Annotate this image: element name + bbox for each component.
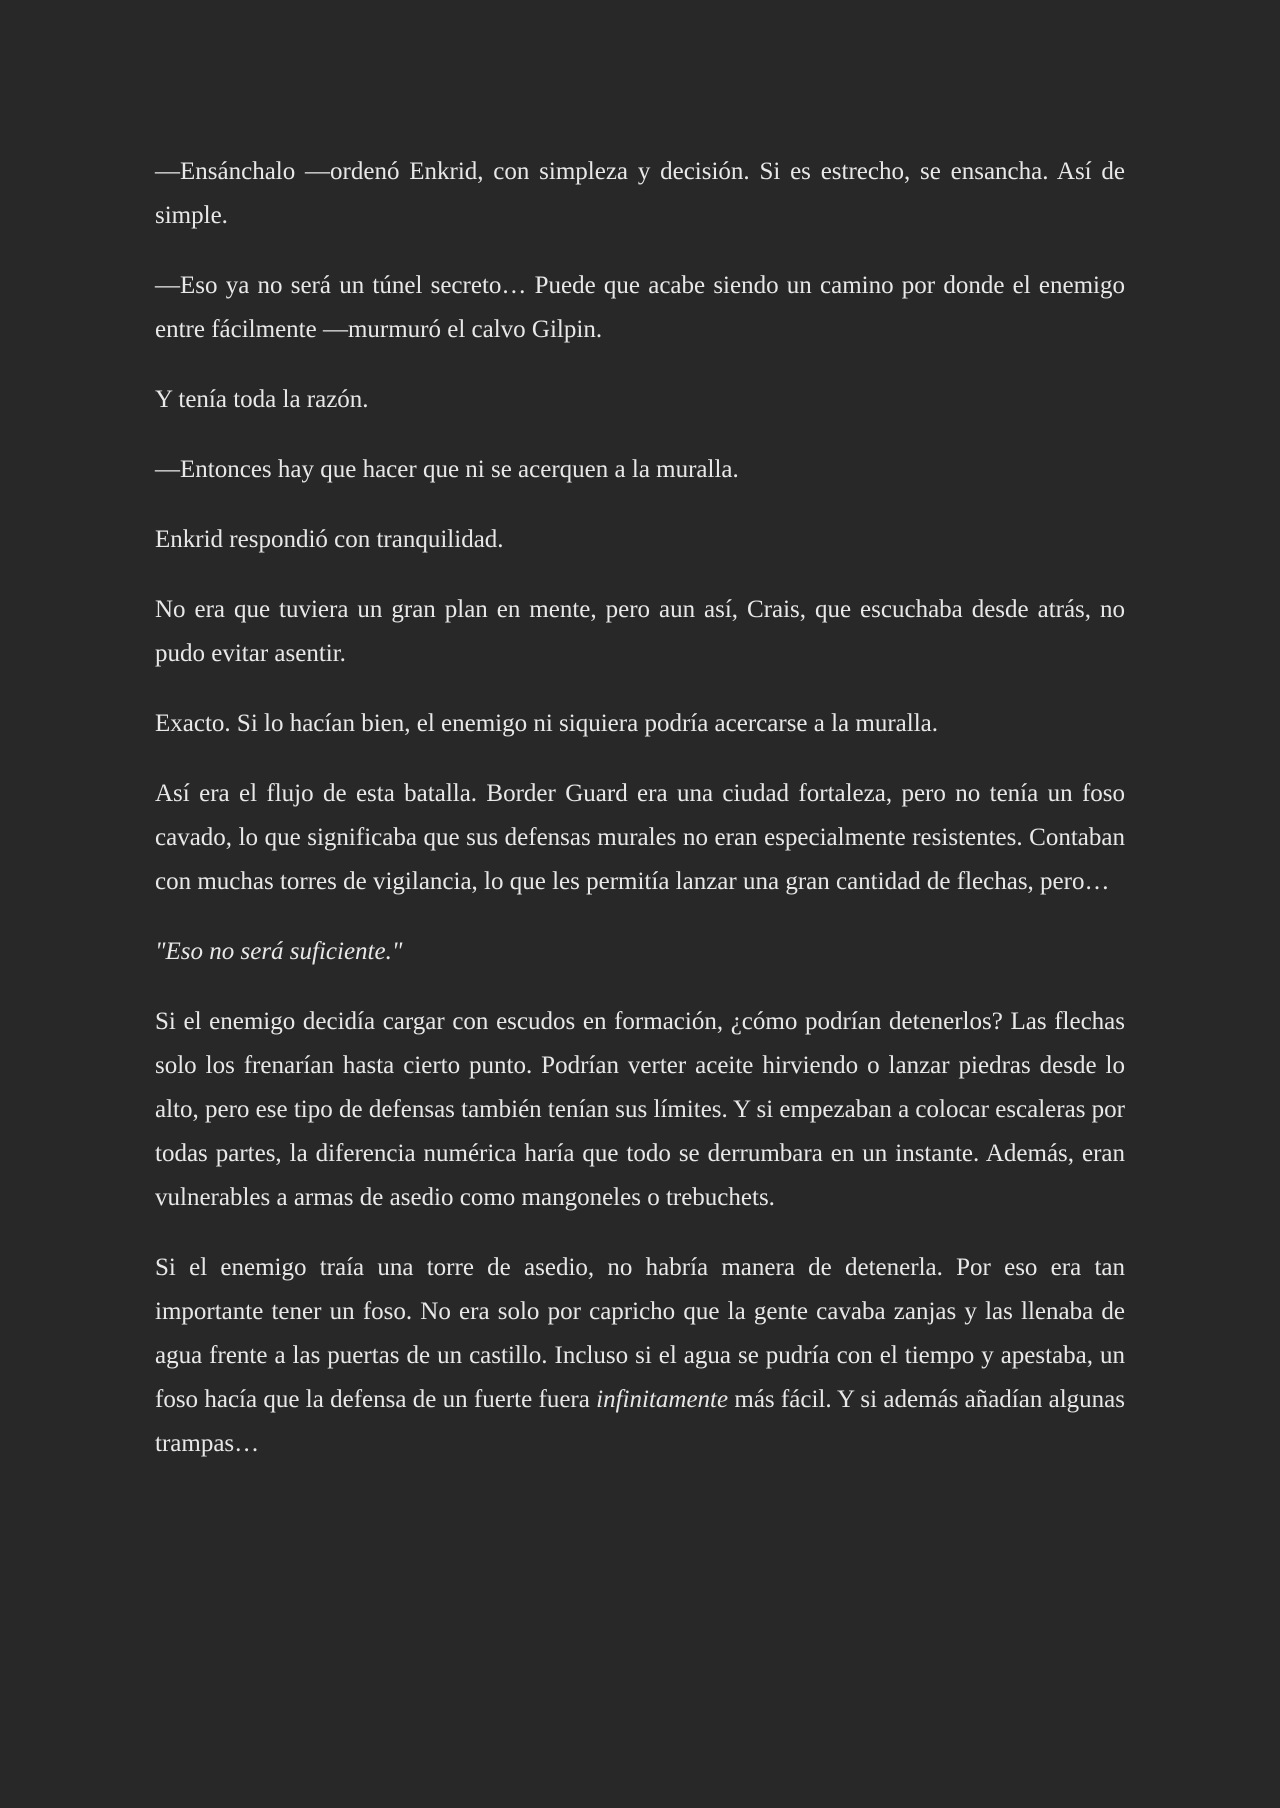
paragraph: —Eso ya no será un túnel secreto… Puede que acabe siendo un camino por donde el enemigo entre fácilmente —murmuró el calvo Gilpin. xyxy=(155,272,1125,343)
paragraph: Exacto. Si lo hacían bien, el enemigo ni siquiera podría acercarse a la muralla. xyxy=(155,710,939,737)
paragraph: —Ensánchalo —ordenó Enkrid, con simpleza y decisión. Si es estrecho, se ensancha. Así de simple. xyxy=(155,158,1125,229)
paragraph xyxy=(155,1246,1125,1466)
paragraph: —Entonces hay que hacer que ni se acerquen a la muralla. xyxy=(155,456,739,483)
thought-paragraph xyxy=(155,930,1125,974)
thought-text: "Eso no será suficiente." xyxy=(155,938,403,965)
paragraph-text-after: más fácil. Y si además añadían algunas trampas… xyxy=(155,1386,1126,1457)
paragraph: Así era el flujo de esta batalla. Border Guard era una ciudad fortaleza, pero no tenía un foso cavado, lo que significaba que sus defensas murales no eran especialmente resistentes. Contaban con muchas torres de vigilancia, lo que les permitía lanzar una gran cantidad de flechas, pero… xyxy=(155,780,1125,895)
paragraph-text-before: Si el enemigo traía una torre de asedio, no habría manera de detenerla. Por eso era tan importante tener un foso. No era solo por capricho que la gente cavaba zanjas y las llenaba de agua frente a las puertas de un castillo. Incluso si el agua se pudría con el tiempo y apestaba, un foso hacía que la defensa de un fuerte fuera xyxy=(155,1254,1125,1413)
paragraph: Enkrid respondió con tranquilidad. xyxy=(155,526,504,553)
emphasis-text: infinitamente xyxy=(596,1386,729,1413)
paragraph: Si el enemigo decidía cargar con escudos en formación, ¿cómo podrían detenerlos? Las flechas solo los frenarían hasta cierto punto. Podrían verter aceite hirviendo o lanzar piedras desde lo alto, pero ese tipo de defensas también tenían sus límites. Y si empezaban a colocar escaleras por todas partes, la diferencia numérica haría que todo se derrumbara en un instante. Además, eran vulnerables a armas de asedio como mangoneles o trebuchets. xyxy=(155,1008,1126,1211)
paragraph: Y tenía toda la razón. xyxy=(155,386,369,413)
paragraph: No era que tuviera un gran plan en mente, pero aun así, Crais, que escuchaba desde atrás, no pudo evitar asentir. xyxy=(155,596,1125,667)
